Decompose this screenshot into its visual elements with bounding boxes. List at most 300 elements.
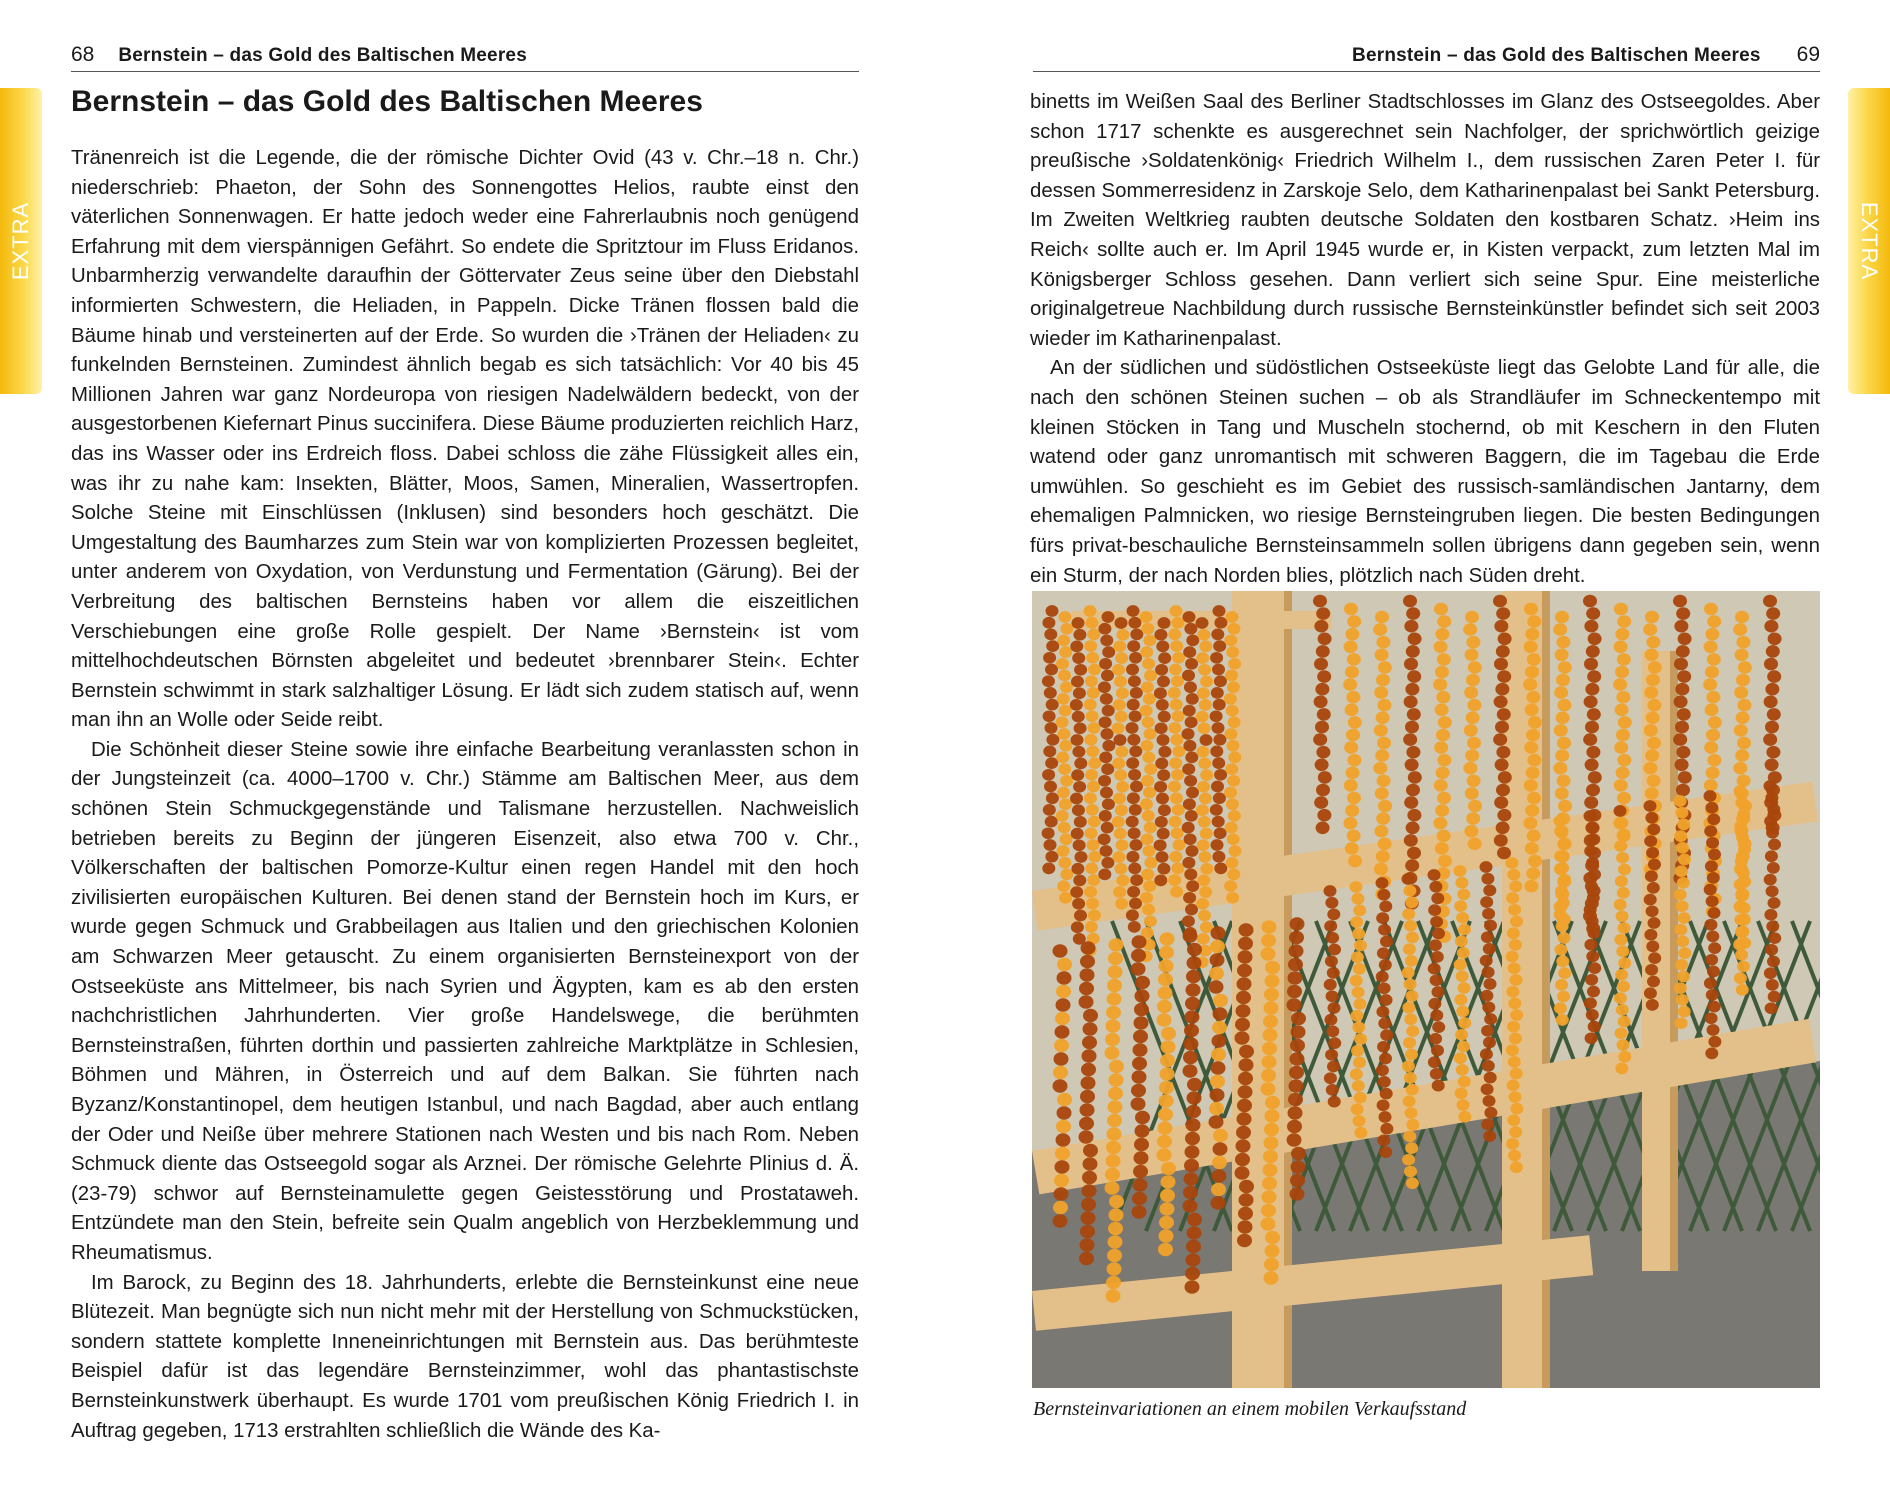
amber-bead — [1525, 842, 1539, 855]
amber-bead — [1351, 951, 1364, 963]
amber-bead — [1185, 1267, 1200, 1281]
amber-bead — [1678, 912, 1691, 924]
amber-bead — [1088, 722, 1101, 734]
amber-bead — [1225, 822, 1238, 834]
amber-bead — [1183, 1064, 1198, 1078]
amber-bead — [1403, 595, 1417, 608]
amber-bead — [1510, 1068, 1523, 1080]
amber-bead — [1675, 683, 1689, 696]
amber-bead — [1099, 810, 1112, 822]
amber-bead — [1376, 1006, 1389, 1018]
amber-bead — [1377, 889, 1390, 901]
amber-bead — [1526, 691, 1540, 704]
amber-bead — [1084, 734, 1097, 746]
amber-bead — [1196, 804, 1209, 816]
amber-bead — [1376, 1064, 1389, 1076]
amber-bead — [1434, 779, 1448, 792]
amber-bead — [1528, 855, 1542, 868]
amber-bead — [1707, 966, 1720, 978]
amber-bead — [1463, 623, 1477, 636]
amber-bead — [1227, 869, 1240, 881]
amber-bead — [1347, 615, 1361, 628]
amber-bead — [1646, 941, 1659, 953]
amber-bead — [1171, 863, 1184, 875]
amber-bead — [1497, 847, 1511, 860]
amber-bead — [1765, 721, 1779, 734]
amber-bead — [1375, 749, 1389, 762]
amber-bead — [1464, 686, 1478, 699]
amber-bead — [1614, 779, 1628, 792]
amber-bead — [1705, 704, 1719, 717]
amber-bead — [1106, 1006, 1121, 1020]
amber-bead — [1377, 1099, 1390, 1111]
amber-bead — [1141, 681, 1154, 693]
amber-bead — [1235, 1153, 1250, 1167]
amber-bead — [1187, 1226, 1202, 1240]
amber-bead — [1114, 863, 1127, 875]
amber-bead — [1073, 629, 1086, 641]
amber-bead — [1613, 678, 1627, 691]
amber-bead — [1057, 880, 1070, 892]
amber-bead — [1290, 1187, 1305, 1201]
amber-bead — [1101, 763, 1114, 775]
amber-bead — [1350, 1068, 1363, 1080]
amber-bead — [1328, 944, 1341, 956]
amber-bead — [1109, 1073, 1124, 1087]
amber-bead — [1056, 998, 1071, 1012]
amber-bead — [1044, 629, 1057, 641]
amber-bead — [1130, 687, 1143, 699]
amber-bead — [1456, 912, 1469, 924]
amber-bead — [1197, 629, 1210, 641]
amber-bead — [1073, 687, 1086, 699]
amber-bead — [1403, 733, 1417, 746]
amber-bead — [1554, 724, 1568, 737]
amber-bead — [1056, 810, 1069, 822]
amber-bead — [1291, 1147, 1306, 1161]
amber-bead — [1376, 971, 1389, 983]
amber-bead — [1168, 874, 1181, 886]
amber-bead — [1184, 681, 1197, 693]
amber-bead — [1157, 676, 1170, 688]
amber-bead — [1290, 917, 1305, 931]
amber-bead — [1430, 1068, 1443, 1080]
amber-bead — [1185, 904, 1198, 916]
amber-bead — [1129, 898, 1142, 910]
amber-bead — [1239, 923, 1254, 937]
amber-bead — [1646, 674, 1660, 687]
amber-bead — [1132, 1057, 1147, 1071]
amber-bead — [1081, 1211, 1096, 1225]
amber-bead — [1158, 617, 1171, 629]
amber-bead — [1458, 1111, 1471, 1123]
amber-bead — [1074, 722, 1087, 734]
amber-bead — [1506, 892, 1519, 904]
amber-bead — [1132, 1070, 1147, 1084]
amber-bead — [1055, 1012, 1070, 1026]
amber-bead — [1463, 762, 1477, 775]
amber-bead — [1614, 641, 1628, 654]
amber-bead — [1086, 746, 1099, 758]
amber-bead — [1211, 781, 1224, 793]
amber-bead — [1054, 1174, 1069, 1188]
amber-bead — [1106, 1289, 1121, 1303]
amber-bead — [1313, 733, 1327, 746]
amber-bead — [1647, 976, 1660, 988]
amber-bead — [1527, 792, 1541, 805]
amber-bead — [1353, 1115, 1366, 1127]
amber-bead — [1405, 897, 1418, 909]
amber-bead — [1406, 1025, 1419, 1037]
amber-bead — [1210, 652, 1223, 664]
amber-bead — [1735, 649, 1749, 662]
amber-bead — [1088, 664, 1101, 676]
amber-bead — [1185, 1132, 1200, 1146]
amber-bead — [1102, 740, 1115, 752]
amber-bead — [1738, 902, 1751, 914]
amber-bead — [1197, 933, 1210, 945]
amber-bead — [1108, 1087, 1123, 1101]
amber-bead — [1404, 834, 1418, 847]
amber-bead — [1214, 863, 1227, 875]
amber-bead — [1131, 1097, 1146, 1111]
amber-bead — [1196, 746, 1209, 758]
amber-bead — [1225, 857, 1238, 869]
amber-bead — [1734, 724, 1748, 737]
amber-bead — [1135, 989, 1150, 1003]
amber-bead — [1345, 842, 1359, 855]
amber-bead — [1465, 611, 1479, 624]
extra-tab-right — [1848, 88, 1890, 394]
amber-bead — [1057, 845, 1070, 857]
amber-bead — [1510, 1161, 1523, 1173]
amber-bead — [1213, 605, 1226, 617]
amber-bead — [1100, 693, 1113, 705]
amber-bead — [1101, 670, 1114, 682]
amber-bead — [1227, 623, 1240, 635]
amber-bead — [1054, 1187, 1069, 1201]
amber-bead — [1737, 775, 1751, 788]
amber-bead — [1527, 830, 1541, 843]
amber-bead — [1079, 982, 1094, 996]
amber-bead — [1186, 787, 1199, 799]
amber-bead — [1675, 1017, 1688, 1029]
amber-bead — [1525, 804, 1539, 817]
amber-bead — [1346, 767, 1360, 780]
amber-bead — [1290, 1174, 1305, 1188]
amber-bead — [1239, 1180, 1254, 1194]
amber-bead — [1043, 710, 1056, 722]
amber-bead — [1617, 754, 1631, 767]
amber-bead — [1157, 1148, 1172, 1162]
amber-bead — [1156, 641, 1169, 653]
amber-bead — [1088, 757, 1101, 769]
amber-bead — [1526, 767, 1540, 780]
amber-bead — [1735, 855, 1748, 867]
amber-bead — [1376, 850, 1390, 863]
amber-bead — [1045, 722, 1058, 734]
amber-bead — [1618, 1016, 1631, 1028]
amber-bead — [1734, 879, 1747, 891]
amber-bead — [1380, 1029, 1393, 1041]
amber-bead — [1071, 769, 1084, 781]
amber-bead — [1157, 1135, 1172, 1149]
amber-bead — [1213, 640, 1226, 652]
amber-bead — [1316, 822, 1330, 835]
amber-bead — [1483, 1095, 1496, 1107]
amber-bead — [1736, 984, 1749, 996]
amber-bead — [1618, 922, 1631, 934]
amber-bead — [1468, 800, 1482, 813]
amber-bead — [1647, 775, 1661, 788]
amber-bead — [1481, 931, 1494, 943]
amber-bead — [1495, 683, 1509, 696]
amber-bead — [1074, 664, 1087, 676]
amber-bead — [1318, 771, 1332, 784]
amber-bead — [1073, 781, 1086, 793]
amber-bead — [1768, 839, 1781, 851]
amber-bead — [1227, 681, 1240, 693]
amber-bead — [1126, 909, 1139, 921]
amber-bead — [1617, 615, 1631, 628]
amber-bead — [1071, 863, 1084, 875]
amber-bead — [1480, 990, 1493, 1002]
amber-bead — [1678, 633, 1692, 646]
amber-bead — [1482, 1060, 1495, 1072]
amber-bead — [1588, 962, 1601, 974]
amber-bead — [1738, 937, 1751, 949]
amber-bead — [1497, 708, 1511, 721]
amber-bead — [1405, 1049, 1418, 1061]
amber-bead — [1127, 699, 1140, 711]
amber-bead — [1430, 974, 1443, 986]
amber-bead — [1586, 746, 1600, 759]
amber-bead — [1734, 914, 1747, 926]
amber-bead — [1070, 699, 1083, 711]
amber-bead — [1058, 670, 1071, 682]
amber-bead — [1073, 839, 1086, 851]
amber-bead — [1644, 800, 1657, 812]
amber-bead — [1196, 652, 1209, 664]
amber-bead — [1734, 686, 1748, 699]
amber-bead — [1583, 595, 1597, 608]
amber-bead — [1765, 1002, 1778, 1014]
amber-bead — [1404, 920, 1417, 932]
amber-bead — [1044, 839, 1057, 851]
amber-bead — [1483, 943, 1496, 955]
amber-bead — [1059, 740, 1072, 752]
amber-bead — [1508, 904, 1521, 916]
amber-bead — [1098, 681, 1111, 693]
amber-bead — [1127, 605, 1140, 617]
amber-bead — [1405, 859, 1419, 872]
amber-bead — [1705, 628, 1719, 641]
amber-bead — [1316, 645, 1330, 658]
amber-bead — [1143, 845, 1156, 857]
amber-bead — [1135, 1124, 1150, 1138]
amber-bead — [1435, 704, 1449, 717]
amber-bead — [1227, 833, 1240, 845]
amber-bead — [1509, 881, 1522, 893]
amber-bead — [1098, 623, 1111, 635]
amber-bead — [1209, 1102, 1224, 1116]
paragraph-legend: Tränenreich ist die Legende, die der römische Dichter Ovid (43 v. Chr.–18 n. Chr.) niederschrieb: Phaeton, der Sohn des Sonnengottes Helios, raubte einst den väterlichen Sonnenwagen. Er hatte jedoch weder eine Fahrerlaubnis noch genügend Erfahrung mit dem vierspännigen Gefährt. So endete die Spritztour im Fluss Eridanos. Unbarmherzig verwandelte daraufhin der Göttervater Zeus seine über den Diebstahl informierten Schwestern, die Heliaden, in Pappeln. Dicke Tränen flossen bald die Bäume hinab und versteinerten auf der Erde. So wurden die ›Tränen der Heliaden‹ zu funkelnden Bernsteinen. Zumindest ähnlich begab es sich tatsächlich: Vor 40 bis 45 Millionen Jahren war ganz Nordeuropa von riesigen Nadelwäldern bedeckt, von der ausgestorbenen Kiefernart Pinus succinifera. Diese Bäume produzierten reichlich Harz, das ins Wasser oder ins Erdreich floss. Dabei schloss die zähe Flüssigkeit alles ein, was ihr zu nahe kam: Insekten, Blätter, Moos, Samen, Mineralien, Wassertropfen. Solche Steine mit Einschlüssen (Inklusen) sind besonders hoch geschätzt. Die Umgestaltung des Baumharzes zum Stein war von komplizierten Prozessen begleitet, unter anderem von Oxydation, von Verdunstung und Fermentation (Gärung). Bei der Verbreitung des baltischen Bernsteins haben vor allem die eiszeitlichen Verschiebungen eine große Rolle gespielt. Der Name ›Bernstein‹ ist vom mittelhochdeutschen Börnsten abgeleitet und bedeutet ›brennbarer Stein‹. Echter Bernstein schwimmt in stark salzhaltiger Lösung. Er lädt sich zudem statisch auf, wenn man ihn an Wolle oder Seide reibt. — [71, 147, 859, 732]
amber-bead — [1112, 664, 1125, 676]
amber-bead — [1734, 820, 1747, 832]
amber-bead — [1129, 804, 1142, 816]
amber-bead — [1196, 711, 1209, 723]
amber-bead — [1767, 804, 1780, 816]
amber-bead — [1676, 900, 1689, 912]
amber-bead — [1261, 1082, 1276, 1096]
amber-bead — [1735, 797, 1748, 809]
amber-bead — [1467, 699, 1481, 712]
amber-bead — [1767, 956, 1780, 968]
amber-bead — [1116, 629, 1129, 641]
amber-bead — [1212, 722, 1225, 734]
amber-bead — [1614, 899, 1627, 911]
amber-bead — [1407, 847, 1421, 860]
amber-bead — [1134, 1016, 1149, 1030]
amber-bead — [1317, 670, 1331, 683]
amber-bead — [1235, 1018, 1250, 1032]
amber-bead — [1199, 641, 1212, 653]
amber-bead — [1265, 1096, 1280, 1110]
amber-bead — [1144, 670, 1157, 682]
amber-bead — [1159, 959, 1174, 973]
amber-bead — [1430, 916, 1443, 928]
amber-bead — [1496, 784, 1510, 797]
amber-bead — [1326, 1026, 1339, 1038]
amber-bead — [1075, 851, 1088, 863]
right-body-text — [1030, 88, 1820, 591]
amber-bead — [1376, 636, 1390, 649]
amber-bead — [1675, 865, 1688, 877]
amber-bead — [1098, 833, 1111, 845]
amber-bead — [1318, 633, 1332, 646]
amber-bead — [1558, 967, 1571, 979]
amber-bead — [1209, 980, 1224, 994]
amber-bead — [1617, 887, 1630, 899]
amber-bead — [1212, 1169, 1227, 1183]
amber-bead — [1507, 1115, 1520, 1127]
amber-bead — [1059, 705, 1072, 717]
amber-bead — [1645, 649, 1659, 662]
amber-bead — [1130, 629, 1143, 641]
amber-bead — [1614, 992, 1627, 1004]
amber-bead — [1704, 603, 1718, 616]
amber-bead — [1481, 873, 1494, 885]
amber-bead — [1183, 929, 1198, 943]
amber-bead — [1404, 658, 1418, 671]
amber-bead — [1354, 998, 1367, 1010]
amber-bead — [1213, 1129, 1228, 1143]
amber-bead — [1141, 623, 1154, 635]
amber-bead — [1168, 687, 1181, 699]
amber-bead — [1142, 904, 1155, 916]
amber-bead — [1315, 683, 1329, 696]
amber-bead — [1158, 746, 1171, 758]
amber-bead — [1428, 963, 1441, 975]
amber-bead — [1707, 814, 1720, 826]
amber-bead — [1127, 886, 1140, 898]
amber-bead — [1157, 1000, 1172, 1014]
amber-bead — [1324, 1072, 1337, 1084]
amber-bead — [1225, 728, 1238, 740]
amber-bead — [1675, 959, 1688, 971]
amber-bead — [1290, 1039, 1305, 1053]
amber-bead — [1431, 1045, 1444, 1057]
amber-bead — [1156, 793, 1169, 805]
amber-bead — [1209, 967, 1224, 981]
amber-bead — [1438, 716, 1452, 729]
amber-bead — [1224, 787, 1237, 799]
amber-bead — [1676, 936, 1689, 948]
amber-bead — [1496, 746, 1510, 759]
amber-bead — [1618, 1051, 1631, 1063]
amber-bead — [1112, 758, 1125, 770]
amber-bead — [1646, 636, 1660, 649]
amber-bead — [1289, 931, 1304, 945]
amber-bead — [1080, 955, 1095, 969]
amber-stand-photo — [1032, 591, 1820, 1388]
amber-bead — [1042, 769, 1055, 781]
amber-bead — [1080, 1103, 1095, 1117]
amber-bead — [1345, 704, 1359, 717]
amber-bead — [1184, 1159, 1199, 1173]
amber-bead — [1155, 664, 1168, 676]
amber-bead — [1377, 737, 1391, 750]
amber-bead — [1327, 967, 1340, 979]
amber-bead — [1557, 775, 1571, 788]
amber-bead — [1428, 869, 1441, 881]
amber-bead — [1554, 909, 1567, 921]
amber-bead — [1083, 1009, 1098, 1023]
amber-bead — [1435, 804, 1449, 817]
amber-bead — [1211, 1061, 1226, 1075]
amber-bead — [1677, 670, 1691, 683]
amber-bead — [1406, 1084, 1419, 1096]
amber-bead — [1129, 710, 1142, 722]
amber-bead — [1236, 991, 1251, 1005]
amber-bead — [1735, 611, 1749, 624]
amber-bead — [1429, 1033, 1442, 1045]
amber-bead — [1557, 897, 1570, 909]
amber-bead — [1317, 708, 1331, 721]
amber-bead — [1158, 711, 1171, 723]
amber-bead — [1404, 796, 1418, 809]
amber-bead — [1211, 629, 1224, 641]
amber-bead — [1186, 880, 1199, 892]
amber-bead — [1264, 988, 1279, 1002]
amber-bead — [1673, 733, 1687, 746]
amber-bead — [1457, 947, 1470, 959]
amber-bead — [1081, 1198, 1096, 1212]
amber-bead — [1764, 620, 1778, 633]
amber-bead — [1101, 728, 1114, 740]
amber-bead — [1525, 628, 1539, 641]
amber-bead — [1616, 910, 1629, 922]
amber-bead — [1617, 1039, 1630, 1051]
amber-bead — [1197, 781, 1210, 793]
amber-bead — [1053, 944, 1068, 958]
amber-bead — [1130, 781, 1143, 793]
amber-bead — [1736, 832, 1749, 844]
amber-bead — [1585, 683, 1599, 696]
photo-caption: Bernsteinvariationen an einem mobilen Verkaufsstand — [1033, 1398, 1467, 1420]
amber-bead — [1704, 825, 1717, 837]
amber-bead — [1380, 994, 1393, 1006]
